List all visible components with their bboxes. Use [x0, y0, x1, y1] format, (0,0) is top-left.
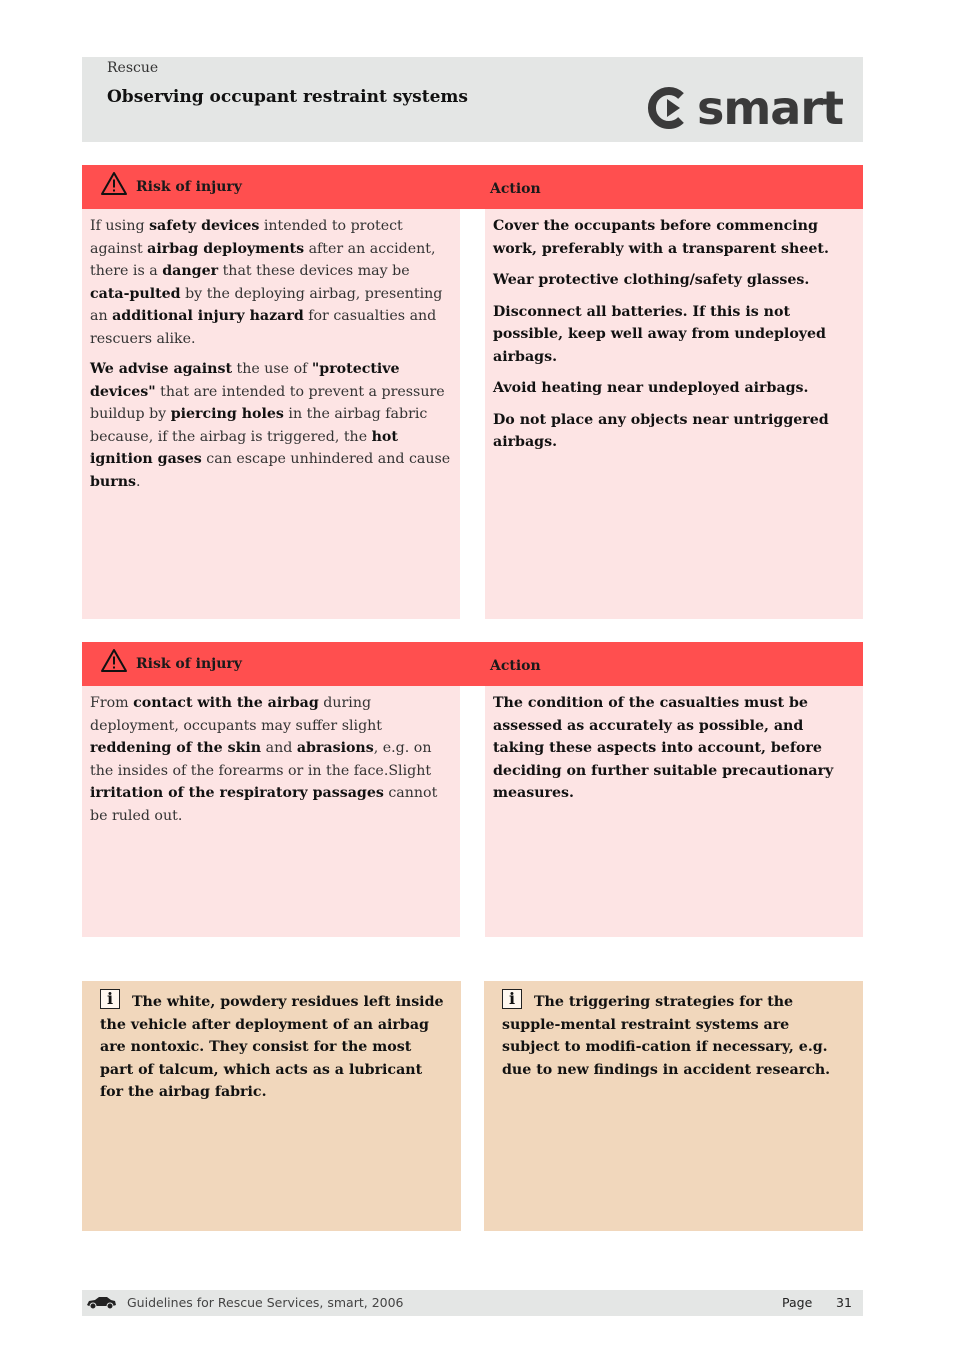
action-panel: [485, 686, 863, 937]
warning-icon: [100, 648, 128, 673]
emphasis-text: abrasions: [296, 740, 374, 756]
info-icon: i: [502, 989, 522, 1009]
risk-description: [90, 215, 452, 493]
body-text: , e.g. on the insides of the forearms or in the face.Slight: [90, 740, 432, 779]
footer-guideline: Guidelines for Rescue Services, smart, 2006: [127, 1295, 404, 1310]
action-panel: [485, 209, 863, 619]
risk-heading: [100, 171, 242, 196]
body-text: by the deploying airbag, presenting an: [90, 285, 443, 324]
action-item: Cover the occupants before commencing work, preferably with a transparent sheet.: [493, 218, 829, 257]
info-icon: i: [100, 989, 120, 1009]
info-note-text-wrap: [100, 989, 447, 1104]
emphasis-text: hot ignition gases: [90, 428, 398, 467]
action-list: [493, 692, 855, 805]
risk-heading: [100, 648, 242, 673]
action-item: The condition of the casualties must be assessed as accurately as possible, and taking these aspects into account, before deciding on further suitable precautionary measures.: [493, 695, 834, 801]
risk-header-bar: [82, 165, 863, 209]
body-text: intended to protect against: [90, 218, 403, 257]
body-text: can escape unhindered and cause: [201, 451, 451, 467]
section-label: Rescue: [107, 60, 159, 76]
emphasis-text: danger: [162, 263, 219, 279]
smart-logo-icon: [647, 87, 689, 129]
info-note-text-wrap: [502, 989, 849, 1081]
info-note-right: [484, 981, 863, 1231]
info-note-left: [82, 981, 461, 1231]
risk-description-panel: [82, 686, 460, 937]
emphasis-text: airbag deployments: [147, 240, 305, 257]
action-item: Disconnect all batteries. If this is not possible, keep well away from undeployed airbags.: [493, 303, 826, 365]
action-item: Do not place any objects near untriggered airbags.: [493, 411, 829, 450]
logo-wordmark: smart: [696, 81, 843, 135]
emphasis-text: cata-pulted: [90, 285, 181, 302]
body-text: during deployment, occupants may suffer slight: [90, 695, 383, 734]
info-note-text: The triggering strategies for the supple-mental restraint systems are subject to modifi-cation if necessary, e.g. due to new findings in accident research.: [502, 994, 831, 1078]
emphasis-text: burns: [90, 473, 137, 490]
body-text: in the airbag fabric because, if the airbag is triggered, the: [90, 406, 428, 445]
action-item: Wear protective clothing/safety glasses.: [493, 272, 810, 288]
action-label: Action: [490, 658, 541, 674]
emphasis-text: reddening of the skin: [90, 740, 262, 756]
body-text: for casualties and rescuers alike.: [90, 308, 437, 347]
body-text: that are intended to prevent a pressure buildup by: [90, 383, 445, 422]
risk-description-panel: [82, 209, 460, 619]
action-label: Action: [490, 181, 541, 197]
page-label: Page: [782, 1295, 813, 1310]
page-header: [82, 57, 863, 142]
risk-label: Risk of injury: [136, 656, 242, 672]
body-text: and: [261, 740, 297, 756]
risk-description: [90, 692, 452, 827]
risk-label: Risk of injury: [136, 179, 242, 195]
body-text: cannot be ruled out.: [90, 785, 438, 824]
emphasis-text: We advise against: [90, 361, 232, 377]
action-item: Avoid heating near undeployed airbags.: [493, 380, 809, 396]
warning-icon: [100, 171, 128, 196]
description-paragraph: [90, 215, 452, 350]
emphasis-text: additional injury hazard: [112, 308, 304, 324]
description-paragraph: [90, 692, 452, 827]
body-text: that these devices may be: [218, 263, 410, 279]
emphasis-text: piercing holes: [170, 406, 284, 422]
action-list: [493, 215, 855, 454]
body-text: From: [90, 695, 134, 711]
emphasis-text: contact with the airbag: [133, 695, 319, 711]
info-note-text: The white, powdery residues left inside the vehicle after deployment of an airbag are nontoxic. They consist for the most part of talcum, which acts as a lubricant for the airbag fabric.: [100, 994, 444, 1100]
body-text: after an accident, there is a: [90, 240, 436, 279]
risk-header-bar: [82, 642, 863, 686]
page-title: Observing occupant restraint systems: [107, 87, 468, 107]
body-text: the use of: [232, 361, 312, 377]
car-icon: [85, 1296, 117, 1310]
body-text: If using: [90, 218, 150, 234]
emphasis-text: "protective devices": [90, 361, 400, 400]
page-number: 31: [836, 1295, 852, 1310]
emphasis-text: irritation of the respiratory passages: [90, 785, 384, 801]
body-text: .: [136, 473, 141, 490]
description-paragraph: [90, 358, 452, 493]
page-footer: [82, 1290, 863, 1316]
smart-logo: [647, 81, 843, 135]
emphasis-text: safety devices: [149, 218, 260, 234]
